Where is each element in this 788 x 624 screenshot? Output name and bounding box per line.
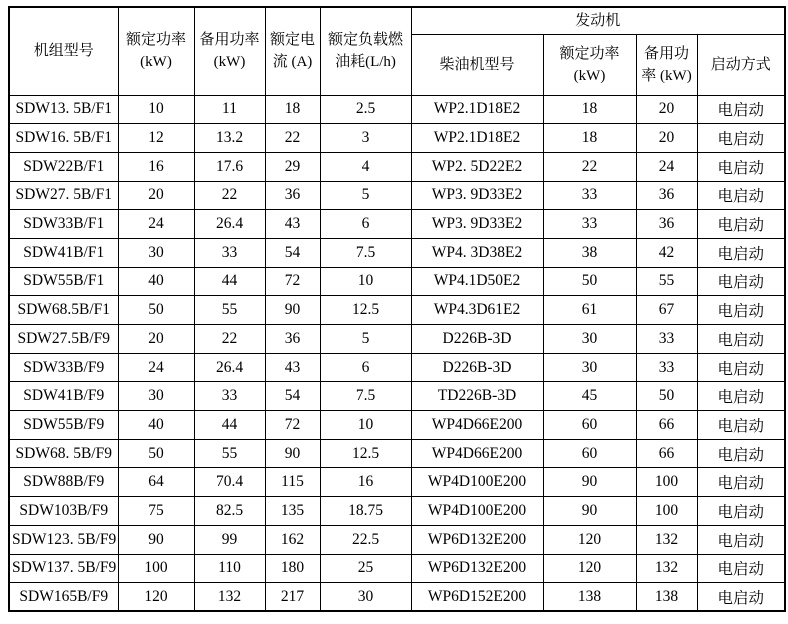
table-cell: 电启动 xyxy=(697,382,785,411)
table-cell: 132 xyxy=(194,583,265,612)
table-cell: 10 xyxy=(320,267,411,296)
table-cell: 66 xyxy=(636,411,697,440)
table-cell: 电启动 xyxy=(697,124,785,153)
table-cell: 40 xyxy=(118,267,194,296)
table-cell: 36 xyxy=(265,181,320,210)
table-cell: 33 xyxy=(636,325,697,354)
table-cell: 67 xyxy=(636,296,697,325)
table-cell: 3 xyxy=(320,124,411,153)
col-header-engine-group: 发动机 xyxy=(411,7,785,34)
table-cell: 43 xyxy=(265,353,320,382)
table-cell: 90 xyxy=(265,439,320,468)
table-cell: 100 xyxy=(636,497,697,526)
table-cell: 13.2 xyxy=(194,124,265,153)
table-header xyxy=(9,7,785,95)
table-cell: 33 xyxy=(543,210,636,239)
table-cell: 5 xyxy=(320,181,411,210)
table-row xyxy=(9,152,785,181)
table-cell: 6 xyxy=(320,353,411,382)
table-cell: 电启动 xyxy=(697,325,785,354)
header-row-group xyxy=(9,7,785,34)
table-cell: 22 xyxy=(543,152,636,181)
table-cell: 电启动 xyxy=(697,353,785,382)
table-row xyxy=(9,181,785,210)
table-cell: 25 xyxy=(320,554,411,583)
table-cell: 18 xyxy=(265,95,320,124)
col-header-rated-power: 额定功率 (kW) xyxy=(118,7,194,95)
table-cell: 54 xyxy=(265,238,320,267)
table-cell: 12 xyxy=(118,124,194,153)
table-cell: WP4D100E200 xyxy=(411,497,543,526)
table-cell: 电启动 xyxy=(697,439,785,468)
table-cell: 90 xyxy=(543,468,636,497)
table-cell: 12.5 xyxy=(320,439,411,468)
table-cell: 电启动 xyxy=(697,554,785,583)
table-cell: 50 xyxy=(543,267,636,296)
table-row xyxy=(9,468,785,497)
table-cell: SDW68.5B/F1 xyxy=(9,296,118,325)
table-cell: 33 xyxy=(194,382,265,411)
table-cell: 180 xyxy=(265,554,320,583)
table-cell: 75 xyxy=(118,497,194,526)
table-cell: 54 xyxy=(265,382,320,411)
table-cell: 30 xyxy=(320,583,411,612)
table-cell: SDW103B/F9 xyxy=(9,497,118,526)
table-cell: 26.4 xyxy=(194,353,265,382)
table-cell: SDW33B/F9 xyxy=(9,353,118,382)
table-cell: 44 xyxy=(194,267,265,296)
table-cell: 电启动 xyxy=(697,95,785,124)
table-cell: 217 xyxy=(265,583,320,612)
table-cell: 33 xyxy=(636,353,697,382)
table-cell: 120 xyxy=(543,525,636,554)
table-cell: 26.4 xyxy=(194,210,265,239)
table-cell: SDW27.5B/F9 xyxy=(9,325,118,354)
table-cell: 120 xyxy=(118,583,194,612)
table-row xyxy=(9,525,785,554)
table-row xyxy=(9,382,785,411)
table-cell: 60 xyxy=(543,411,636,440)
table-cell: 50 xyxy=(636,382,697,411)
table-cell: SDW55B/F1 xyxy=(9,267,118,296)
col-header-rated-current: 额定电 流 (A) xyxy=(265,7,320,95)
table-cell: 45 xyxy=(543,382,636,411)
table-cell: WP4D66E200 xyxy=(411,439,543,468)
table-cell: 29 xyxy=(265,152,320,181)
col-header-engine-rated-power: 额定功率 (kW) xyxy=(543,34,636,95)
table-body xyxy=(9,95,785,611)
table-row xyxy=(9,439,785,468)
table-cell: SDW33B/F1 xyxy=(9,210,118,239)
table-cell: D226B-3D xyxy=(411,325,543,354)
col-header-engine-standby-power: 备用功 率 (kW) xyxy=(636,34,697,95)
table-cell: 82.5 xyxy=(194,497,265,526)
table-cell: 20 xyxy=(636,95,697,124)
table-cell: 99 xyxy=(194,525,265,554)
table-cell: TD226B-3D xyxy=(411,382,543,411)
table-cell: 22 xyxy=(194,181,265,210)
table-cell: 11 xyxy=(194,95,265,124)
table-cell: 5 xyxy=(320,325,411,354)
table-cell: SDW27. 5B/F1 xyxy=(9,181,118,210)
table-cell: 电启动 xyxy=(697,497,785,526)
table-cell: 55 xyxy=(194,439,265,468)
table-cell: 120 xyxy=(543,554,636,583)
table-cell: 90 xyxy=(118,525,194,554)
table-cell: 44 xyxy=(194,411,265,440)
table-cell: 90 xyxy=(265,296,320,325)
table-cell: 22 xyxy=(194,325,265,354)
table-cell: 电启动 xyxy=(697,152,785,181)
table-cell: WP4. 3D38E2 xyxy=(411,238,543,267)
table-cell: 12.5 xyxy=(320,296,411,325)
table-cell: WP4.1D50E2 xyxy=(411,267,543,296)
table-cell: 100 xyxy=(118,554,194,583)
table-cell: 电启动 xyxy=(697,181,785,210)
table-cell: 18.75 xyxy=(320,497,411,526)
generator-spec-table xyxy=(8,6,786,612)
table-cell: 64 xyxy=(118,468,194,497)
table-cell: SDW123. 5B/F9 xyxy=(9,525,118,554)
table-cell: 电启动 xyxy=(697,267,785,296)
table-cell: 66 xyxy=(636,439,697,468)
col-header-fuel-consumption: 额定负载燃 油耗(L/h) xyxy=(320,7,411,95)
table-cell: 135 xyxy=(265,497,320,526)
table-row xyxy=(9,353,785,382)
table-row xyxy=(9,267,785,296)
table-cell: 16 xyxy=(320,468,411,497)
table-cell: SDW22B/F1 xyxy=(9,152,118,181)
table-cell: 10 xyxy=(320,411,411,440)
table-cell: D226B-3D xyxy=(411,353,543,382)
table-cell: 42 xyxy=(636,238,697,267)
table-cell: 33 xyxy=(543,181,636,210)
table-cell: 4 xyxy=(320,152,411,181)
table-cell: 电启动 xyxy=(697,296,785,325)
table-cell: 7.5 xyxy=(320,238,411,267)
table-cell: 电启动 xyxy=(697,210,785,239)
table-cell: 43 xyxy=(265,210,320,239)
table-cell: 50 xyxy=(118,439,194,468)
table-row xyxy=(9,124,785,153)
table-row xyxy=(9,497,785,526)
table-cell: 24 xyxy=(636,152,697,181)
col-header-standby-power: 备用功率 (kW) xyxy=(194,7,265,95)
table-cell: 36 xyxy=(636,210,697,239)
table-cell: 132 xyxy=(636,525,697,554)
table-cell: SDW13. 5B/F1 xyxy=(9,95,118,124)
table-cell: 30 xyxy=(118,382,194,411)
table-cell: WP3. 9D33E2 xyxy=(411,210,543,239)
table-cell: 33 xyxy=(194,238,265,267)
table-cell: 55 xyxy=(194,296,265,325)
table-cell: WP6D132E200 xyxy=(411,525,543,554)
table-cell: SDW88B/F9 xyxy=(9,468,118,497)
table-cell: 50 xyxy=(118,296,194,325)
col-header-start-mode: 启动方式 xyxy=(697,34,785,95)
table-cell: 电启动 xyxy=(697,411,785,440)
table-cell: 30 xyxy=(543,325,636,354)
table-row xyxy=(9,296,785,325)
table-cell: 72 xyxy=(265,411,320,440)
table-cell: 38 xyxy=(543,238,636,267)
table-cell: SDW137. 5B/F9 xyxy=(9,554,118,583)
table-cell: 60 xyxy=(543,439,636,468)
table-cell: SDW165B/F9 xyxy=(9,583,118,612)
table-cell: WP2.1D18E2 xyxy=(411,95,543,124)
table-cell: 20 xyxy=(636,124,697,153)
table-cell: 6 xyxy=(320,210,411,239)
table-cell: 电启动 xyxy=(697,583,785,612)
col-header-unit-model-label: 机组型号 xyxy=(33,43,94,60)
table-row xyxy=(9,210,785,239)
table-cell: 10 xyxy=(118,95,194,124)
table-row xyxy=(9,554,785,583)
table-row xyxy=(9,325,785,354)
table-cell: WP4D100E200 xyxy=(411,468,543,497)
table-cell: 电启动 xyxy=(697,238,785,267)
table-cell: 132 xyxy=(636,554,697,583)
table-cell: 22 xyxy=(265,124,320,153)
table-cell: WP2.1D18E2 xyxy=(411,124,543,153)
table-cell: 22.5 xyxy=(320,525,411,554)
table-cell: 20 xyxy=(118,181,194,210)
table-cell: 40 xyxy=(118,411,194,440)
table-cell: 110 xyxy=(194,554,265,583)
table-row xyxy=(9,95,785,124)
table-cell: 16 xyxy=(118,152,194,181)
table-cell: WP4.3D61E2 xyxy=(411,296,543,325)
table-cell: 30 xyxy=(118,238,194,267)
table-cell: 36 xyxy=(636,181,697,210)
table-cell: 18 xyxy=(543,95,636,124)
table-cell: 115 xyxy=(265,468,320,497)
col-header-unit-model xyxy=(9,7,118,95)
table-cell: 18 xyxy=(543,124,636,153)
table-cell: WP6D152E200 xyxy=(411,583,543,612)
table-row xyxy=(9,411,785,440)
table-cell: SDW68. 5B/F9 xyxy=(9,439,118,468)
table-cell: WP6D132E200 xyxy=(411,554,543,583)
table-cell: SDW41B/F9 xyxy=(9,382,118,411)
table-cell: 162 xyxy=(265,525,320,554)
table-cell: 30 xyxy=(543,353,636,382)
table-cell: 100 xyxy=(636,468,697,497)
table-cell: 2.5 xyxy=(320,95,411,124)
table-cell: 90 xyxy=(543,497,636,526)
table-cell: SDW41B/F1 xyxy=(9,238,118,267)
table-cell: 24 xyxy=(118,210,194,239)
table-cell: 7.5 xyxy=(320,382,411,411)
table-cell: 138 xyxy=(543,583,636,612)
table-cell: 61 xyxy=(543,296,636,325)
col-header-diesel-model: 柴油机型号 xyxy=(411,34,543,95)
table-cell: 36 xyxy=(265,325,320,354)
table-cell: 20 xyxy=(118,325,194,354)
table-cell: 电启动 xyxy=(697,468,785,497)
table-cell: 72 xyxy=(265,267,320,296)
table-cell: 电启动 xyxy=(697,525,785,554)
table-cell: SDW55B/F9 xyxy=(9,411,118,440)
table-row xyxy=(9,238,785,267)
table-cell: 55 xyxy=(636,267,697,296)
table-cell: WP2. 5D22E2 xyxy=(411,152,543,181)
table-cell: 24 xyxy=(118,353,194,382)
table-cell: SDW16. 5B/F1 xyxy=(9,124,118,153)
table-row xyxy=(9,583,785,612)
table-cell: 17.6 xyxy=(194,152,265,181)
table-cell: 138 xyxy=(636,583,697,612)
table-cell: WP3. 9D33E2 xyxy=(411,181,543,210)
table-cell: WP4D66E200 xyxy=(411,411,543,440)
table-cell: 70.4 xyxy=(194,468,265,497)
